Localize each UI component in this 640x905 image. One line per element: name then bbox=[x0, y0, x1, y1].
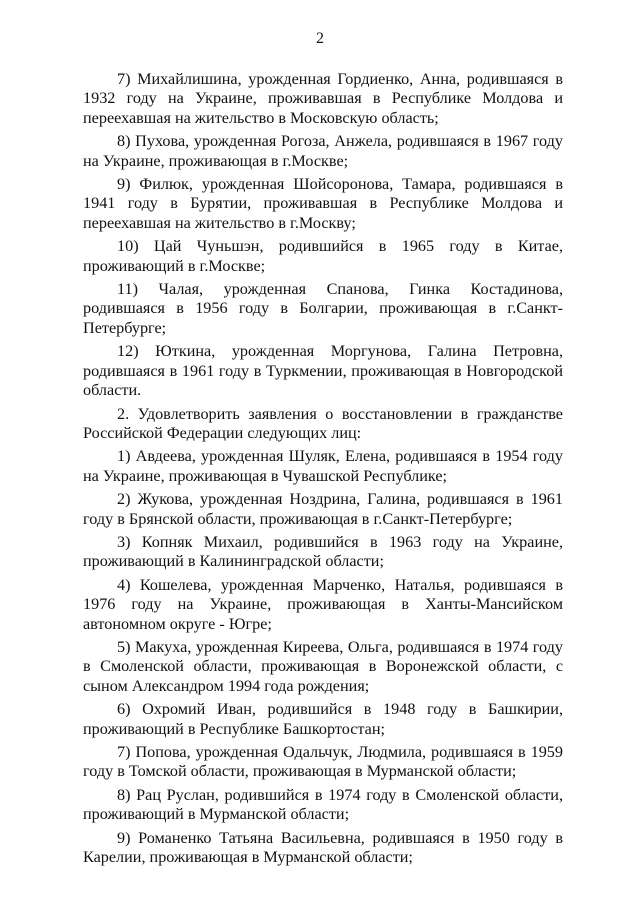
paragraph-item-3-kopnyak: 3) Копняк Михаил, родившийся в 1963 году на Украине, проживающий в Калининградской области; bbox=[83, 532, 563, 571]
paragraph-item-8-pukhova: 8) Пухова, урожденная Рогоза, Анжела, родившаяся в 1967 году на Украине, проживающая в г.Москве; bbox=[83, 132, 563, 170]
paragraph-item-7-mikhaylishina: 7) Михайлишина, урожденная Гордиенко, Анна, родившаяся в 1932 году на Украине, проживавшая в Республике Молдова и переехавшая на жительство в Московскую область; bbox=[83, 70, 563, 127]
paragraph-item-10-tsay: 10) Цай Чуньшэн, родившийся в 1965 году в Китае, проживающий в г.Москве; bbox=[83, 237, 563, 275]
paragraph-item-11-chalaya: 11) Чалая, урожденная Спанова, Гинка Костадинова, родившаяся в 1956 году в Болгарии, проживающая в г.Санкт-Петербурге; bbox=[83, 280, 563, 337]
paragraph-item-7-popova: 7) Попова, урожденная Одальчук, Людмила, родившаяся в 1959 году в Томской области, проживающая в Мурманской области; bbox=[83, 743, 563, 781]
paragraph-item-9-romanenko: 9) Романенко Татьяна Васильевна, родившаяся в 1950 году в Карелии, проживающая в Мурманской области; bbox=[83, 828, 563, 867]
paragraph-item-6-okhromiy: 6) Охромий Иван, родившийся в 1948 году в Башкирии, проживающий в Республике Башкортостан; bbox=[83, 700, 563, 738]
paragraph-item-12-yutkina: 12) Юткина, урожденная Моргунова, Галина Петровна, родившаяся в 1961 году в Туркмении, проживающая в Новгородской области. bbox=[83, 342, 563, 400]
document-body bbox=[83, 70, 563, 871]
paragraph-item-2-zhukova: 2) Жукова, урожденная Ноздрина, Галина, родившаяся в 1961 году в Брянской области, проживающая в г.Санкт-Петербурге; bbox=[83, 490, 563, 528]
paragraph-item-8-rats: 8) Рац Руслан, родившийся в 1974 году в Смоленской области, проживающий в Мурманской области; bbox=[83, 785, 563, 824]
paragraph-item-4-kosheleva: 4) Кошелева, урожденная Марченко, Наталья, родившаяся в 1976 году на Украине, проживающая в Ханты-Мансийском автономном округе - Югре; bbox=[83, 575, 563, 633]
paragraph-item-5-makukha: 5) Макуха, урожденная Киреева, Ольга, родившаяся в 1974 году в Смоленской области, проживающая в Воронежской области, с сыном Александром 1994 года рождения; bbox=[83, 637, 563, 695]
paragraph-item-1-avdeeva: 1) Авдеева, урожденная Шуляк, Елена, родившаяся в 1954 году на Украине, проживающая в Чувашской Республике; bbox=[83, 447, 563, 485]
page-number: 2 bbox=[316, 30, 324, 47]
paragraph-section-2-heading: 2. Удовлетворить заявления о восстановлении в гражданстве Российской Федерации следующих лиц: bbox=[83, 404, 563, 442]
paragraph-item-9-filyuk: 9) Филюк, урожденная Шойсоронова, Тамара, родившаяся в 1941 году в Бурятии, проживавшая в Республике Молдова и переехавшая на жительство в г.Москву; bbox=[83, 175, 563, 232]
